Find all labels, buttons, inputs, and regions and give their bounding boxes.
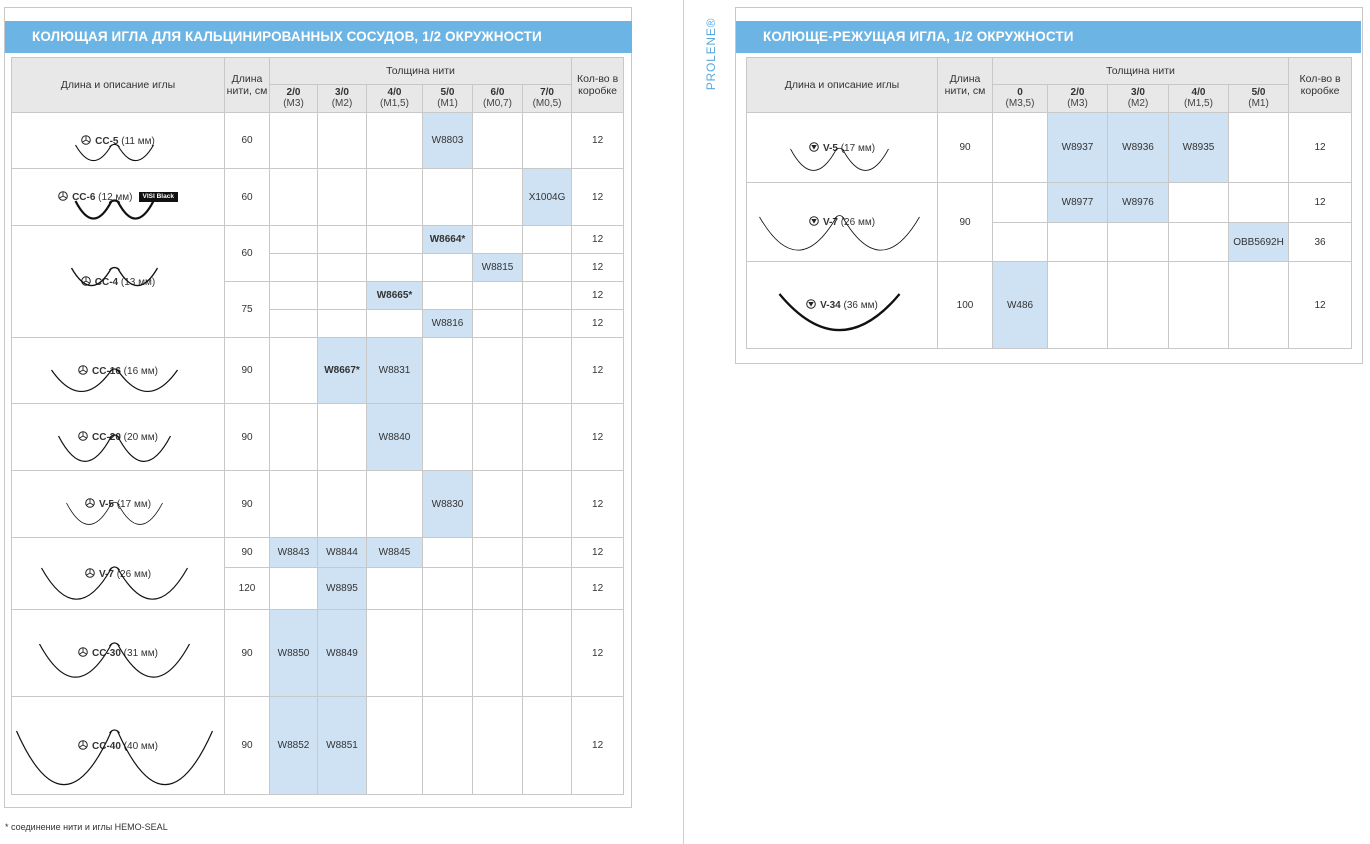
col-header-size xyxy=(423,85,473,113)
metric-label: (М3) xyxy=(283,98,304,109)
empty-cell xyxy=(1229,183,1289,223)
empty-cell xyxy=(270,471,318,538)
needle-size: (20 мм) xyxy=(120,432,158,443)
empty-cell xyxy=(270,254,318,282)
box-count: 12 xyxy=(572,404,624,471)
needle-size: (26 мм) xyxy=(837,217,876,228)
needle-code: V-7 xyxy=(98,568,114,580)
brand-logo: PROLENE® xyxy=(704,17,718,91)
thread-length: 60 xyxy=(225,169,270,226)
empty-cell xyxy=(367,610,423,697)
right-table xyxy=(746,57,1352,349)
box-count: 12 xyxy=(1289,183,1352,223)
box-count: 12 xyxy=(572,610,624,697)
product-code: W8937 xyxy=(1048,113,1108,183)
box-count: 12 xyxy=(572,282,624,310)
empty-cell xyxy=(523,568,572,610)
needle-drawing xyxy=(12,729,217,790)
empty-cell xyxy=(1108,262,1169,349)
col-header-count: Кол-во в коробке xyxy=(572,58,624,113)
col-header-length: Длина нити, см xyxy=(225,58,270,113)
needle-description xyxy=(12,404,225,471)
thread-length: 100 xyxy=(938,262,993,349)
empty-cell xyxy=(423,568,473,610)
empty-cell xyxy=(1229,113,1289,183)
empty-cell xyxy=(1048,262,1108,349)
product-code: W8844 xyxy=(318,538,367,568)
metric-label: (М0,5) xyxy=(532,98,562,109)
empty-cell xyxy=(523,282,572,310)
empty-cell xyxy=(367,226,423,254)
table-row xyxy=(12,697,624,795)
needle-code: V-5 xyxy=(98,499,114,510)
needle-code: V-5 xyxy=(822,142,838,154)
col-header-size xyxy=(270,85,318,113)
product-code: W8935 xyxy=(1169,113,1229,183)
empty-cell xyxy=(523,471,572,538)
table-row xyxy=(12,338,624,404)
needle-code: CC-20 xyxy=(92,432,121,443)
empty-cell xyxy=(473,226,523,254)
table-row xyxy=(747,113,1352,183)
empty-cell xyxy=(318,404,367,471)
needle-drawing xyxy=(12,365,217,396)
table-row xyxy=(12,226,624,254)
empty-cell xyxy=(1229,262,1289,349)
needle-size: (16 мм) xyxy=(120,365,158,377)
metric-label: (М3) xyxy=(1067,98,1088,109)
needle-size: (12 мм) xyxy=(95,192,133,203)
empty-cell xyxy=(523,697,572,795)
thread-length: 60 xyxy=(225,113,270,169)
thread-length: 120 xyxy=(225,568,270,610)
needle-code: CC-5 xyxy=(95,135,119,147)
product-code: W8831 xyxy=(367,338,423,404)
table-row xyxy=(12,404,624,471)
needle-description xyxy=(12,113,225,169)
needle-drawing xyxy=(12,199,217,223)
needle-size: (36 мм) xyxy=(840,300,878,311)
size-label: 2/0 xyxy=(286,87,301,98)
needle-size: (31 мм) xyxy=(120,648,158,659)
col-header-desc: Длина и описание иглы xyxy=(12,58,225,113)
empty-cell xyxy=(318,471,367,538)
col-header-size xyxy=(1229,85,1289,113)
needle-drawing xyxy=(747,147,932,175)
empty-cell xyxy=(473,610,523,697)
size-label: 7/0 xyxy=(540,87,554,98)
empty-cell xyxy=(993,113,1048,183)
product-code: W8851 xyxy=(318,697,367,795)
empty-cell xyxy=(423,338,473,404)
table-row xyxy=(12,169,624,226)
box-count: 12 xyxy=(572,338,624,404)
needle-size: (26 мм) xyxy=(113,568,152,580)
size-label: 0 xyxy=(1017,87,1023,98)
empty-cell xyxy=(270,404,318,471)
needle-drawing xyxy=(12,434,217,466)
empty-cell xyxy=(473,568,523,610)
empty-cell xyxy=(367,254,423,282)
empty-cell xyxy=(423,282,473,310)
metric-label: (М0,7) xyxy=(483,98,512,109)
page-divider xyxy=(683,0,684,844)
empty-cell xyxy=(318,282,367,310)
box-count: 12 xyxy=(572,254,624,282)
product-code: W8667* xyxy=(318,338,367,404)
thread-length: 90 xyxy=(225,538,270,568)
metric-label: (М1,5) xyxy=(1184,98,1213,109)
needle-code: CC-4 xyxy=(94,276,119,288)
empty-cell xyxy=(270,226,318,254)
empty-cell xyxy=(473,310,523,338)
empty-cell xyxy=(423,404,473,471)
size-label: 3/0 xyxy=(1131,87,1145,98)
metric-label: (М2) xyxy=(331,98,353,109)
empty-cell xyxy=(423,697,473,795)
product-code: W8843 xyxy=(270,538,318,568)
size-label: 6/0 xyxy=(490,87,505,98)
needle-description xyxy=(12,610,225,697)
needle-size: (11 мм) xyxy=(118,135,155,147)
box-count: 12 xyxy=(1289,262,1352,349)
thread-length: 60 xyxy=(225,226,270,282)
empty-cell xyxy=(270,310,318,338)
size-label: 5/0 xyxy=(1251,87,1266,98)
empty-cell xyxy=(473,113,523,169)
empty-cell xyxy=(473,538,523,568)
product-code: W8936 xyxy=(1108,113,1169,183)
empty-cell xyxy=(993,183,1048,223)
empty-cell xyxy=(523,610,572,697)
empty-cell xyxy=(367,169,423,226)
table-row xyxy=(747,262,1352,349)
empty-cell xyxy=(473,338,523,404)
needle-description xyxy=(747,183,938,262)
needle-code: CC-30 xyxy=(92,648,121,659)
product-code: W8803 xyxy=(423,113,473,169)
col-header-size xyxy=(367,85,423,113)
empty-cell xyxy=(270,113,318,169)
needle-description xyxy=(12,226,225,338)
col-header-size xyxy=(473,85,523,113)
empty-cell xyxy=(367,310,423,338)
needle-description xyxy=(12,338,225,404)
empty-cell xyxy=(423,610,473,697)
thread-length: 90 xyxy=(225,338,270,404)
metric-label: (М3,5) xyxy=(1005,98,1035,109)
size-label: 3/0 xyxy=(335,87,349,98)
empty-cell xyxy=(318,254,367,282)
product-code: W8977 xyxy=(1048,183,1108,223)
empty-cell xyxy=(367,113,423,169)
box-count: 12 xyxy=(1289,113,1352,183)
thread-length: 90 xyxy=(938,113,993,183)
box-count: 12 xyxy=(572,113,624,169)
empty-cell xyxy=(993,223,1048,262)
col-header-size xyxy=(993,85,1048,113)
empty-cell xyxy=(523,254,572,282)
box-count: 12 xyxy=(572,538,624,568)
box-count: 12 xyxy=(572,697,624,795)
metric-label: (М1) xyxy=(1248,98,1269,109)
empty-cell xyxy=(523,404,572,471)
metric-label: (М2) xyxy=(1127,98,1149,109)
box-count: 36 xyxy=(1289,223,1352,262)
product-code: W8665* xyxy=(367,282,423,310)
size-label: 4/0 xyxy=(387,87,402,98)
empty-cell xyxy=(270,169,318,226)
empty-cell xyxy=(367,697,423,795)
empty-cell xyxy=(423,254,473,282)
col-header-size xyxy=(1108,85,1169,113)
footnote: * соединение нити и иглы HEMO-SEAL xyxy=(5,822,168,832)
empty-cell xyxy=(270,282,318,310)
needle-description xyxy=(12,538,225,610)
product-code: W8849 xyxy=(318,610,367,697)
needle-size: (40 мм) xyxy=(120,740,158,752)
needle-description xyxy=(12,471,225,538)
needle-drawing xyxy=(12,642,217,682)
needle-drawing xyxy=(12,266,217,290)
thread-length: 75 xyxy=(225,282,270,338)
needle-size: (17 мм) xyxy=(837,142,876,154)
box-count: 12 xyxy=(572,169,624,226)
product-code: W8850 xyxy=(270,610,318,697)
empty-cell xyxy=(523,226,572,254)
needle-drawing xyxy=(747,292,932,336)
empty-cell xyxy=(473,282,523,310)
needle-description xyxy=(747,113,938,183)
empty-cell xyxy=(270,338,318,404)
thread-length: 90 xyxy=(225,610,270,697)
empty-cell xyxy=(523,338,572,404)
left-table xyxy=(11,57,624,795)
empty-cell xyxy=(423,538,473,568)
col-header-size xyxy=(1169,85,1229,113)
thread-length: 90 xyxy=(225,471,270,538)
needle-size: (17 мм) xyxy=(113,499,152,510)
empty-cell xyxy=(1048,223,1108,262)
col-header-size xyxy=(523,85,572,113)
needle-drawing xyxy=(12,566,217,604)
empty-cell xyxy=(318,226,367,254)
empty-cell xyxy=(367,471,423,538)
needle-drawing xyxy=(12,143,217,165)
empty-cell xyxy=(473,471,523,538)
product-code: W8830 xyxy=(423,471,473,538)
empty-cell xyxy=(1108,223,1169,262)
metric-label: (М1,5) xyxy=(380,98,409,109)
left-title: КОЛЮЩАЯ ИГЛА ДЛЯ КАЛЬЦИНИРОВАННЫХ СОСУДОВ, 1/2 ОКРУЖНОСТИ xyxy=(5,21,632,53)
thread-length: 90 xyxy=(225,697,270,795)
needle-drawing xyxy=(747,215,932,255)
col-header-size xyxy=(1048,85,1108,113)
needle-code: V-34 xyxy=(820,300,841,311)
right-title: КОЛЮЩЕ-РЕЖУЩАЯ ИГЛА, 1/2 ОКРУЖНОСТИ xyxy=(736,21,1361,53)
product-code: W8815 xyxy=(473,254,523,282)
box-count: 12 xyxy=(572,471,624,538)
table-row xyxy=(12,610,624,697)
metric-label: (М1) xyxy=(437,98,458,109)
needle-code: CC-6 xyxy=(72,192,96,203)
product-code: W8845 xyxy=(367,538,423,568)
size-label: 4/0 xyxy=(1191,87,1206,98)
needle-code: CC-40 xyxy=(92,740,121,752)
product-code: W8895 xyxy=(318,568,367,610)
empty-cell xyxy=(473,404,523,471)
table-row xyxy=(12,113,624,169)
product-code: W8852 xyxy=(270,697,318,795)
empty-cell xyxy=(1169,262,1229,349)
col-header-size xyxy=(318,85,367,113)
thread-length: 90 xyxy=(938,183,993,262)
empty-cell xyxy=(318,169,367,226)
empty-cell xyxy=(523,113,572,169)
empty-cell xyxy=(473,169,523,226)
product-code: OBB5692H xyxy=(1229,223,1289,262)
empty-cell xyxy=(1169,223,1229,262)
box-count: 12 xyxy=(572,310,624,338)
needle-size: (13 мм) xyxy=(118,276,156,288)
empty-cell xyxy=(523,538,572,568)
needle-description xyxy=(12,697,225,795)
visi-black-badge: VISI Black xyxy=(139,192,178,202)
table-row xyxy=(747,183,1352,223)
product-code: X1004G xyxy=(523,169,572,226)
needle-description xyxy=(747,262,938,349)
empty-cell xyxy=(367,568,423,610)
size-label: 2/0 xyxy=(1070,87,1085,98)
size-label: 5/0 xyxy=(440,87,455,98)
col-header-thickness: Толщина нити xyxy=(270,58,572,85)
table-row xyxy=(12,538,624,568)
empty-cell xyxy=(473,697,523,795)
empty-cell xyxy=(1169,183,1229,223)
needle-code: V-7 xyxy=(822,217,838,228)
empty-cell xyxy=(318,310,367,338)
product-code: W8840 xyxy=(367,404,423,471)
product-code: W8976 xyxy=(1108,183,1169,223)
empty-cell xyxy=(523,310,572,338)
box-count: 12 xyxy=(572,226,624,254)
thread-length: 90 xyxy=(225,404,270,471)
box-count: 12 xyxy=(572,568,624,610)
col-header-count: Кол-во в коробке xyxy=(1289,58,1352,113)
needle-description xyxy=(12,169,225,226)
product-code: W8664* xyxy=(423,226,473,254)
table-row xyxy=(12,471,624,538)
col-header-desc: Длина и описание иглы xyxy=(747,58,938,113)
empty-cell xyxy=(423,169,473,226)
col-header-thickness: Толщина нити xyxy=(993,58,1289,85)
needle-code: CC-16 xyxy=(92,365,121,377)
product-code: W8816 xyxy=(423,310,473,338)
product-code: W486 xyxy=(993,262,1048,349)
col-header-length: Длина нити, см xyxy=(938,58,993,113)
empty-cell xyxy=(270,568,318,610)
needle-drawing xyxy=(12,501,217,529)
empty-cell xyxy=(318,113,367,169)
